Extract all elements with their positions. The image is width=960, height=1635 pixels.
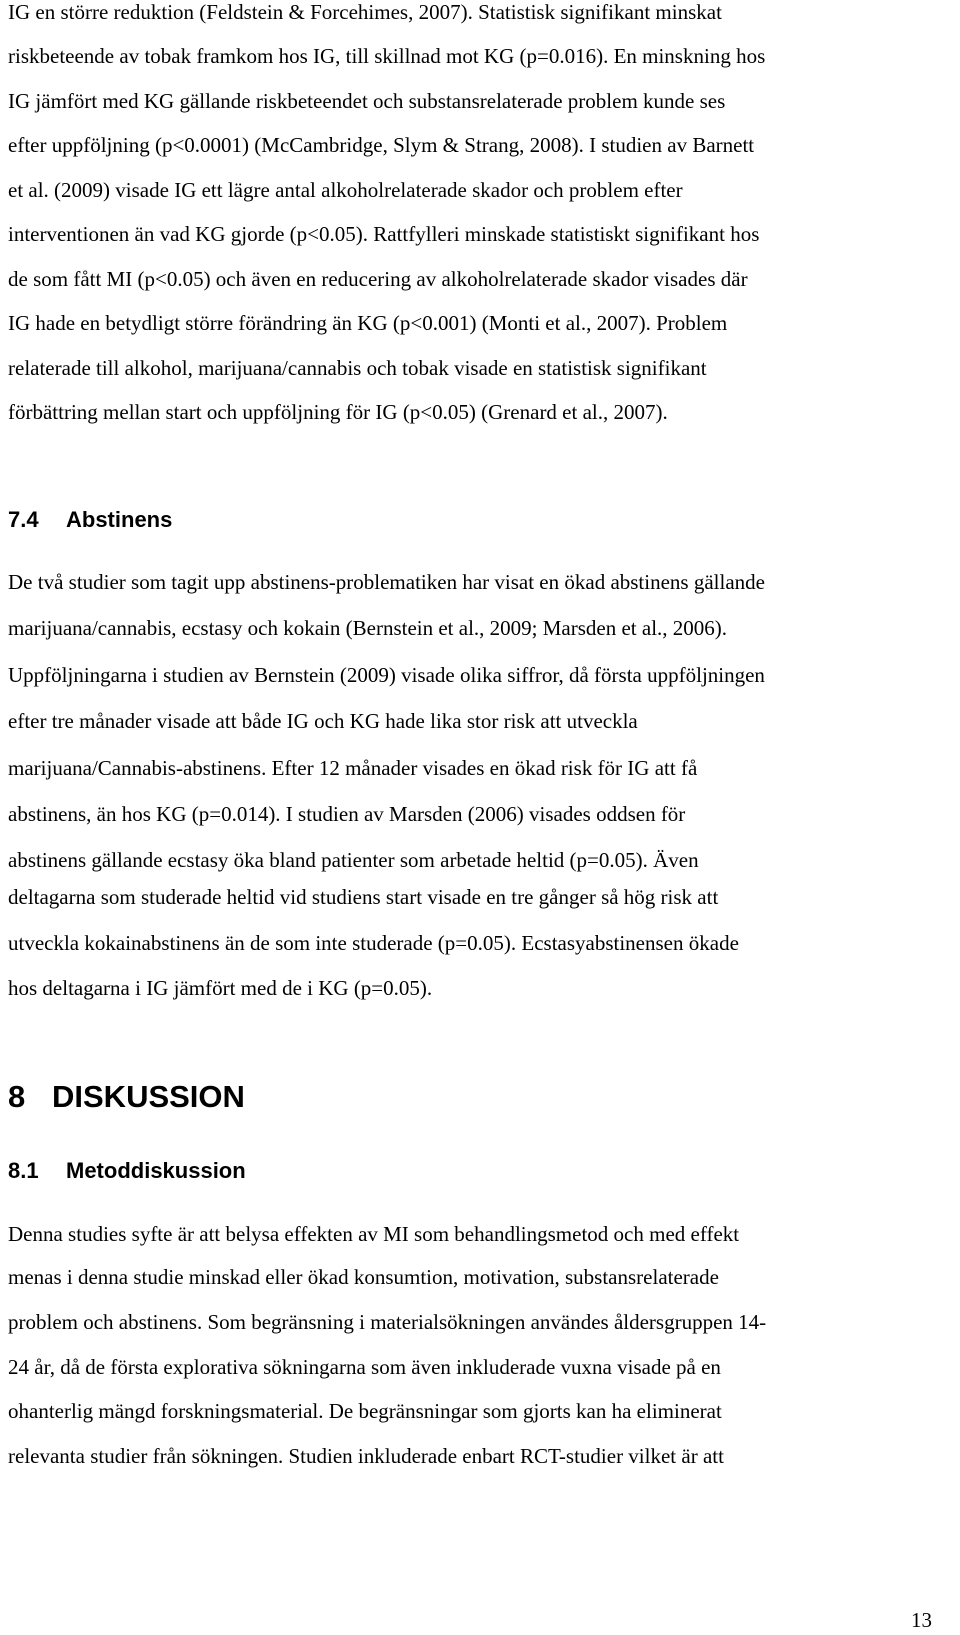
text-line: Denna studies syfte är att belysa effekten av MI som behandlingsmetod och med effekt [8,1222,740,1246]
section-title: Abstinens [66,507,173,532]
text-line: relevanta studier från sökningen. Studien inkluderade enbart RCT-studier vilket är att [8,1444,724,1468]
text-line: marijuana/cannabis, ecstasy och kokain (Bernstein et al., 2009; Marsden et al., 2006). [8,616,728,640]
text-line: IG jämfört med KG gällande riskbeteendet och substansrelaterade problem kunde ses [8,89,726,113]
text-line: förbättring mellan start och uppföljning för IG (p<0.05) (Grenard et al., 2007). [8,400,668,424]
text-line: hos deltagarna i IG jämfört med de i KG (p=0.05). [8,976,433,1000]
text-line: IG hade en betydligt större förändring än KG (p<0.001) (Monti et al., 2007). Problem [8,311,728,335]
text-line: De två studier som tagit upp abstinens-problematiken har visat en ökad abstinens gällande [8,570,765,594]
text-line: deltagarna som studerade heltid vid studiens start visade en tre gånger så hög risk att [8,885,719,909]
text-line: marijuana/Cannabis-abstinens. Efter 12 månader visades en ökad risk för IG att få [8,756,698,780]
text-line: abstinens, än hos KG (p=0.014). I studien av Marsden (2006) visades oddsen för [8,802,686,826]
chapter-number: 8 [8,1079,26,1114]
text-line: de som fått MI (p<0.05) och även en reducering av alkoholrelaterade skador visades där [8,267,748,291]
text-line: problem och abstinens. Som begränsning i materialsökningen användes åldersgruppen 14- [8,1310,767,1334]
text-line: efter uppföljning (p<0.0001) (McCambridge, Slym & Strang, 2008). I studien av Barnett [8,133,755,157]
text-line: relaterade till alkohol, marijuana/cannabis och tobak visade en statistisk signifikant [8,356,707,380]
text-line: Uppföljningarna i studien av Bernstein (2009) visade olika siffror, då första uppföljningen [8,663,765,687]
text-line: efter tre månader visade att både IG och KG hade lika stor risk att utveckla [8,709,638,733]
section-number: 7.4 [8,507,39,532]
section-heading-abstinens [8,507,172,533]
text-line: 24 år, då de första explorativa sökningarna som även inkluderade vuxna visade på en [8,1355,721,1379]
page-number: 13 [911,1608,932,1632]
section-number: 8.1 [8,1158,39,1183]
text-line: utveckla kokainabstinens än de som inte studerade (p=0.05). Ecstasyabstinensen ökade [8,931,739,955]
text-line: IG en större reduktion (Feldstein & Forcehimes, 2007). Statistisk signifikant minskat [8,0,722,24]
text-line: ohanterlig mängd forskningsmaterial. De begränsningar som gjorts kan ha eliminerat [8,1399,722,1423]
chapter-heading-diskussion [8,1079,245,1115]
section-heading-metoddiskussion [8,1158,246,1184]
section-title: Metoddiskussion [66,1158,246,1183]
text-line: riskbeteende av tobak framkom hos IG, till skillnad mot KG (p=0.016). En minskning hos [8,44,766,68]
text-line: et al. (2009) visade IG ett lägre antal alkoholrelaterade skador och problem efter [8,178,683,202]
text-line: interventionen än vad KG gjorde (p<0.05). Rattfylleri minskade statistiskt signifikant hos [8,222,760,246]
chapter-title: DISKUSSION [52,1079,245,1114]
text-line: abstinens gällande ecstasy öka bland patienter som arbetade heltid (p=0.05). Även [8,848,699,872]
text-line: menas i denna studie minskad eller ökad konsumtion, motivation, substansrelaterade [8,1265,719,1289]
